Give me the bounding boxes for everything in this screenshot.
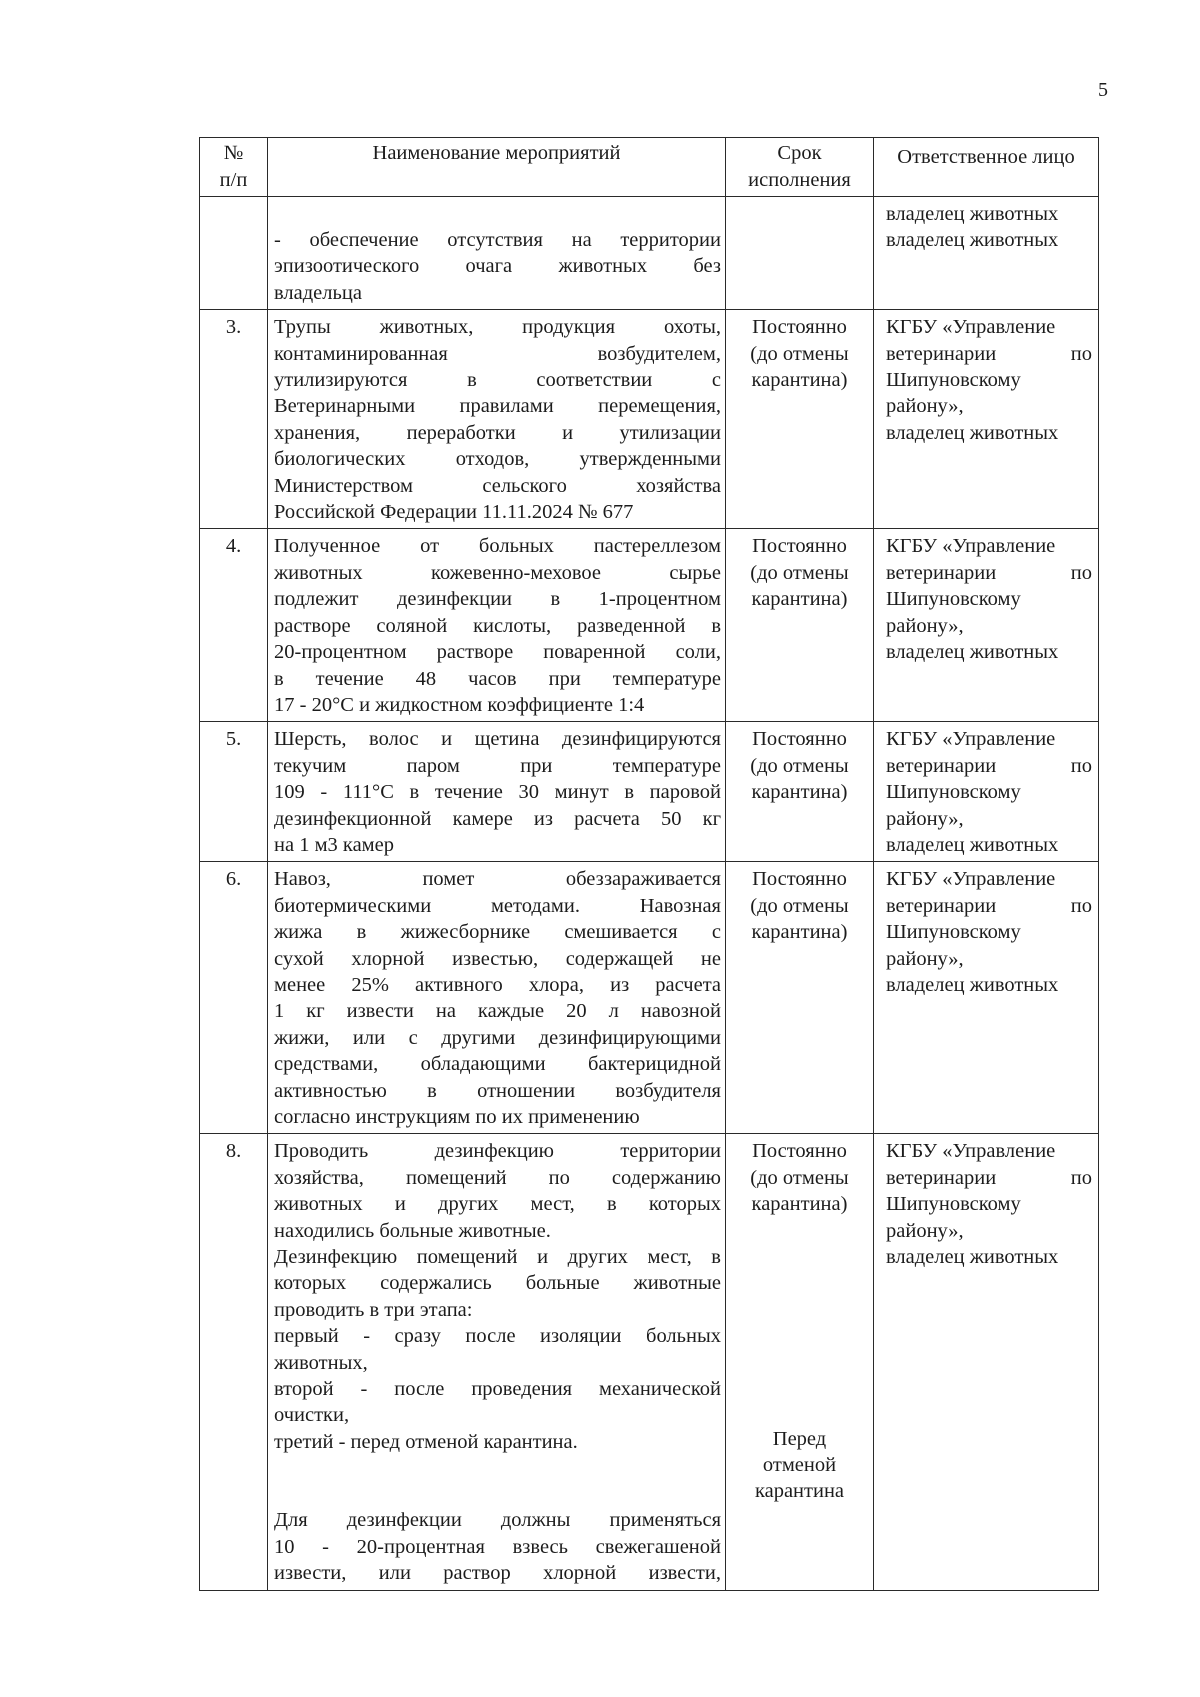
table-row bbox=[200, 722, 1099, 862]
resp-line: ветеринарии по bbox=[886, 561, 1092, 584]
text-line: Ветеринарными правилами перемещения, bbox=[274, 395, 721, 418]
resp-line: району», bbox=[886, 807, 964, 830]
row-measure-text bbox=[268, 862, 726, 1134]
table-row bbox=[200, 310, 1099, 529]
text-line: утилизируются в соответствии с bbox=[274, 369, 721, 392]
term-line: карантина) bbox=[751, 781, 848, 804]
resp-line: владелец животных bbox=[886, 203, 1059, 225]
resp-line: району», bbox=[886, 947, 964, 970]
term-line: (до отмены bbox=[750, 561, 849, 584]
header-deadline-line1: Срок bbox=[777, 142, 822, 164]
table-row bbox=[200, 529, 1099, 722]
table-row bbox=[200, 862, 1099, 1134]
text-line: находились больные животные. bbox=[274, 1219, 551, 1242]
resp-line: Шипуновскому bbox=[886, 1193, 1021, 1216]
term-line: Постоянно bbox=[752, 535, 847, 558]
text-line: 10 - 20-процентная взвесь свежегашеной bbox=[274, 1535, 721, 1558]
term-line: карантина bbox=[754, 1480, 845, 1503]
text-line: владельца bbox=[274, 281, 362, 304]
row-responsible bbox=[874, 722, 1099, 862]
text-line: растворе соляной кислоты, разведенной в bbox=[274, 614, 721, 637]
header-measure-name: Наименование мероприятий bbox=[268, 138, 726, 197]
text-line: третий - перед отменой карантина. bbox=[274, 1430, 578, 1453]
table-row bbox=[200, 1134, 1099, 1590]
table-header-row bbox=[200, 138, 1099, 197]
resp-line: ветеринарии по bbox=[886, 342, 1092, 365]
text-line: 20-процентном растворе поваренной соли, bbox=[274, 641, 721, 664]
resp-line: ветеринарии по bbox=[886, 754, 1092, 777]
text-line: хозяйства, помещений по содержанию bbox=[274, 1166, 721, 1189]
term-line: (до отмены bbox=[750, 894, 849, 917]
header-deadline bbox=[726, 138, 874, 197]
resp-line: Шипуновскому bbox=[886, 369, 1021, 392]
text-line: животных и других мест, в которых bbox=[274, 1193, 721, 1216]
text-line: 17 - 20°С и жидкостном коэффициенте 1:4 bbox=[274, 693, 645, 716]
term-line: Перед bbox=[772, 1427, 827, 1450]
text-line: менее 25% активного хлора, из расчета bbox=[274, 973, 721, 996]
text-line: второй - после проведения механической bbox=[274, 1378, 721, 1401]
resp-line: Шипуновскому bbox=[886, 588, 1021, 611]
text-line: Трупы животных, продукция охоты, bbox=[274, 316, 721, 339]
row-responsible bbox=[874, 310, 1099, 529]
row-responsible bbox=[874, 529, 1099, 722]
text-line: 1 кг извести на каждые 20 л навозной bbox=[274, 1000, 721, 1023]
resp-line: КГБУ «Управление bbox=[886, 728, 1056, 751]
resp-line: КГБУ «Управление bbox=[886, 1140, 1056, 1163]
term-line: Постоянно bbox=[752, 728, 847, 751]
row-responsible bbox=[874, 862, 1099, 1134]
resp-line: району», bbox=[886, 1219, 964, 1242]
text-line: хранения, переработки и утилизации bbox=[274, 421, 721, 444]
text-line: дезинфекционной камере из расчета 50 кг bbox=[274, 807, 721, 830]
text-line: эпизоотического очага животных без bbox=[274, 255, 721, 278]
text-line: которых содержались больные животные bbox=[274, 1272, 721, 1295]
row-measure-text bbox=[268, 722, 726, 862]
text-line: Дезинфекцию помещений и других мест, в bbox=[274, 1246, 721, 1269]
text-line: извести, или раствор хлорной извести, bbox=[274, 1562, 721, 1585]
header-responsible: Ответственное лицо bbox=[874, 138, 1099, 197]
resp-line: району», bbox=[886, 614, 964, 637]
row-number: 5. bbox=[200, 722, 268, 862]
header-number bbox=[200, 138, 268, 197]
resp-line: владелец животных bbox=[886, 833, 1059, 856]
page-number: 5 bbox=[1098, 79, 1108, 101]
term-line: (до отмены bbox=[750, 754, 849, 777]
resp-line: владелец животных bbox=[886, 421, 1059, 444]
text-line: животных кожевенно-меховое сырье bbox=[274, 561, 721, 584]
term-line: карантина) bbox=[751, 588, 848, 611]
resp-line: владелец животных bbox=[886, 973, 1059, 996]
text-line: согласно инструкциям по их применению bbox=[274, 1106, 640, 1128]
row-number: 8. bbox=[200, 1134, 268, 1590]
row-deadline bbox=[726, 1134, 874, 1590]
row-number bbox=[200, 197, 268, 310]
term-line: Постоянно bbox=[752, 868, 847, 891]
text-line: в течение 48 часов при температуре bbox=[274, 667, 721, 690]
row-responsible bbox=[874, 197, 1099, 310]
row-number: 4. bbox=[200, 529, 268, 722]
term-line: карантина) bbox=[751, 1193, 848, 1216]
text-line: Проводить дезинфекцию территории bbox=[274, 1140, 721, 1163]
text-line: Навоз, помет обеззараживается bbox=[274, 868, 721, 891]
row-measure-text bbox=[268, 529, 726, 722]
text-line: 109 - 111°С в течение 30 минут в паровой bbox=[274, 781, 721, 804]
text-line: на 1 м3 камер bbox=[274, 833, 394, 856]
text-line: очистки, bbox=[274, 1404, 350, 1427]
term-line: (до отмены bbox=[750, 342, 849, 365]
row-measure-text bbox=[268, 310, 726, 529]
text-line: активностью в отношении возбудителя bbox=[274, 1079, 721, 1102]
row-deadline bbox=[726, 197, 874, 310]
text-line: - обеспечение отсутствия на территории bbox=[274, 229, 721, 251]
term-line: (до отмены bbox=[750, 1166, 849, 1189]
text-line: контаминированная возбудителем, bbox=[274, 342, 721, 365]
text-line: подлежит дезинфекции в 1-процентном bbox=[274, 588, 721, 611]
text-line: Российской Федерации 11.11.2024 № 677 bbox=[274, 501, 634, 524]
resp-line: Шипуновскому bbox=[886, 921, 1021, 944]
text-line: средствами, обладающими бактерицидной bbox=[274, 1053, 721, 1076]
resp-line: владелец животных bbox=[886, 229, 1059, 252]
header-deadline-line2: исполнения bbox=[748, 169, 851, 191]
resp-line: ветеринарии по bbox=[886, 1166, 1092, 1189]
text-line: Министерством сельского хозяйства bbox=[274, 474, 721, 497]
term-line: карантина) bbox=[751, 921, 848, 944]
term-line: Постоянно bbox=[752, 1140, 847, 1163]
row-measure-text bbox=[268, 197, 726, 310]
row-measure-text bbox=[268, 1134, 726, 1590]
text-line: Шерсть, волос и щетина дезинфицируются bbox=[274, 728, 721, 751]
row-deadline bbox=[726, 862, 874, 1134]
text-line: Полученное от больных пастереллезом bbox=[274, 535, 721, 558]
text-line: Для дезинфекции должны применяться bbox=[274, 1509, 721, 1532]
row-deadline bbox=[726, 529, 874, 722]
row-deadline bbox=[726, 722, 874, 862]
text-line: текучим паром при температуре bbox=[274, 754, 721, 777]
text-line: первый - сразу после изоляции больных bbox=[274, 1325, 721, 1348]
header-number-abbr: п/п bbox=[219, 169, 248, 191]
text-line: биологических отходов, утвержденными bbox=[274, 448, 721, 471]
text-line: жижа в жижесборнике смешивается с bbox=[274, 921, 721, 944]
resp-line: владелец животных bbox=[886, 641, 1059, 664]
resp-line: ветеринарии по bbox=[886, 894, 1092, 917]
resp-line: КГБУ «Управление bbox=[886, 316, 1056, 339]
resp-line: владелец животных bbox=[886, 1246, 1059, 1269]
row-deadline bbox=[726, 310, 874, 529]
text-line: биотермическими методами. Навозная bbox=[274, 894, 721, 917]
resp-line: району», bbox=[886, 395, 964, 418]
row-responsible bbox=[874, 1134, 1099, 1590]
term-line: карантина) bbox=[751, 369, 848, 392]
text-line: животных, bbox=[274, 1351, 368, 1374]
measures-table bbox=[199, 137, 1099, 1591]
table-row bbox=[200, 197, 1099, 310]
header-number-sign: № bbox=[223, 142, 244, 164]
term-line: Постоянно bbox=[752, 316, 847, 339]
resp-line: КГБУ «Управление bbox=[886, 868, 1056, 891]
term-line: отменой bbox=[762, 1454, 837, 1477]
resp-line: Шипуновскому bbox=[886, 781, 1021, 804]
text-line: проводить в три этапа: bbox=[274, 1298, 473, 1321]
row-number: 6. bbox=[200, 862, 268, 1134]
text-line: сухой хлорной известью, содержащей не bbox=[274, 947, 721, 970]
resp-line: КГБУ «Управление bbox=[886, 535, 1056, 558]
row-number: 3. bbox=[200, 310, 268, 529]
text-line: жижи, или с другими дезинфицирующими bbox=[274, 1026, 721, 1049]
